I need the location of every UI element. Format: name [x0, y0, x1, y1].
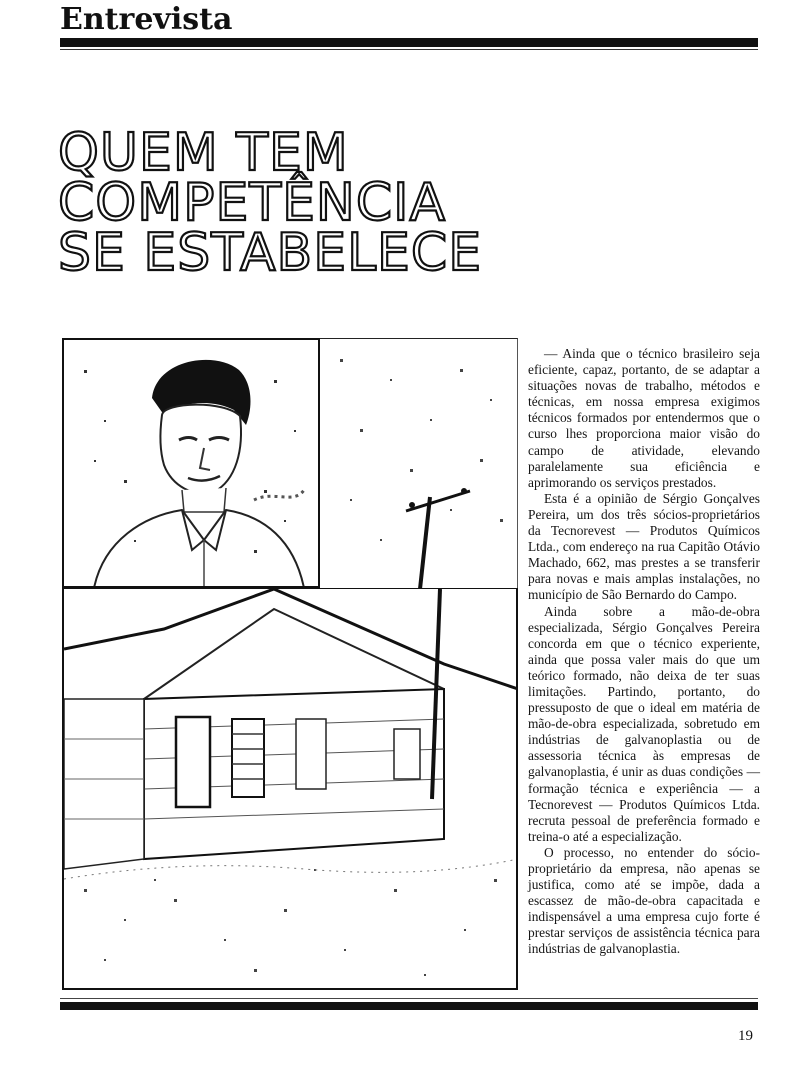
header-rule — [60, 38, 758, 47]
article-paragraph-3: Ainda sobre a mão-de-obra especializada, Sérgio Gonçalves Pereira concorda em que o técnico experiente, ainda que possa valer mais do que um teórico formado, não deixa de ter suas limitações. Partindo, portanto, do pressuposto de que o ideal em matéria de mão-de-obra especializada, sobretudo em indústrias de galvanoplastia ou de assessoria técnica às empresas de galvanoplastia, é unir as duas condições — formação técnica e experiência — a Tecnorevest — Produtos Químicos Ltda. recruta pessoal de preferência formado e treina-o até a especialização. — [528, 603, 760, 844]
warehouse-photo — [62, 588, 518, 990]
article-paragraph-4: O processo, no entender do sócio-proprietário da empresa, não apenas se justifica, como até se impõe, dada a escassez de mão-de-obra capacitada e indispensável a uma empresa cujo forte é prestar serviços de assistência técnica para indústrias de galvanoplastia. — [528, 844, 760, 957]
header-rule-thin — [60, 49, 758, 50]
headline-line-3: SE ESTABELECE — [58, 223, 483, 283]
headline — [58, 123, 483, 283]
article-paragraph-2: Esta é a opinião de Sérgio Gonçalves Pereira, um dos três sócios-proprietários da Tecnorevest — Produtos Químicos Ltda., com endereço na rua Capitão Otávio Machado, 662, mas prestes a se transferir para novas e mais amplas instalações, no município de São Bernardo do Campo. — [528, 490, 760, 603]
utility-pole-photo — [320, 338, 518, 588]
article-body — [528, 346, 760, 958]
portrait-photo — [62, 338, 320, 588]
headline-line-2: COMPETÊNCIA — [58, 173, 447, 233]
section-label: Entrevista — [60, 2, 233, 37]
headline-line-1: QUEM TEM — [58, 123, 349, 183]
page-number: 19 — [738, 1028, 753, 1044]
footer-rule-thin — [60, 998, 758, 999]
footer-rule — [60, 1002, 758, 1010]
article-paragraph-1: — Ainda que o técnico brasileiro seja eficiente, capaz, portanto, de se adaptar a situações novas de trabalho, métodos e técnicas, em nossa empresa exigimos técnicos formados por entendermos que o curso lhes proporciona maior visão do campo de atividade, elevando paralelamente sua eficiência e aprimorando os serviços prestados. — [528, 346, 760, 490]
